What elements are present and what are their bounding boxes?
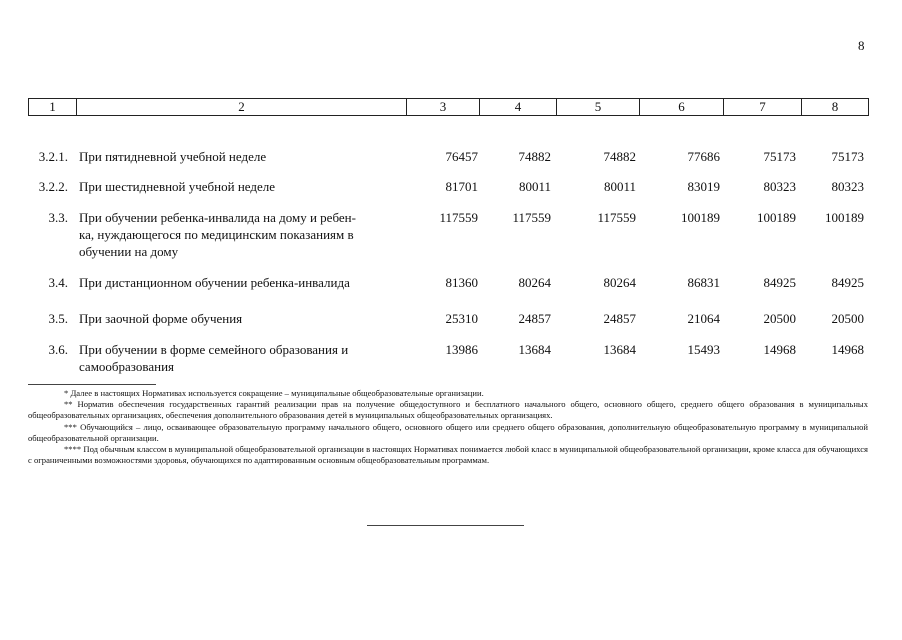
row-number: 3.5. bbox=[48, 311, 68, 326]
row-number: 3.3. bbox=[48, 210, 68, 225]
row-description-line: ка, нуждающегося по медицинским показаниям в bbox=[79, 227, 354, 242]
row-description-line: самообразования bbox=[79, 359, 174, 374]
cell-col-7: 100189 bbox=[757, 210, 796, 225]
row-description bbox=[79, 274, 409, 291]
cell-col-5: 13684 bbox=[603, 342, 636, 357]
row-description bbox=[79, 341, 409, 375]
cell-col-6: 86831 bbox=[687, 275, 720, 290]
end-divider bbox=[367, 525, 524, 526]
cell-col-3: 13986 bbox=[445, 342, 478, 357]
cell-col-8: 20500 bbox=[831, 311, 864, 326]
cell-col-6: 15493 bbox=[687, 342, 720, 357]
cell-col-7: 14968 bbox=[763, 342, 796, 357]
cell-col-5: 117559 bbox=[597, 210, 636, 225]
header-col-2: 2 bbox=[77, 99, 407, 116]
cell-col-6: 100189 bbox=[681, 210, 720, 225]
header-col-3: 3 bbox=[407, 99, 480, 116]
cell-col-8: 80323 bbox=[831, 179, 864, 194]
footnote-1: * Далее в настоящих Нормативах используется сокращение – муниципальные общеобразовательные организации. bbox=[64, 388, 484, 398]
row-description bbox=[79, 310, 409, 327]
page-number: 8 bbox=[858, 38, 865, 53]
cell-col-6: 21064 bbox=[687, 311, 720, 326]
cell-col-4: 117559 bbox=[512, 210, 551, 225]
row-description bbox=[79, 148, 409, 165]
cell-col-8: 84925 bbox=[831, 275, 864, 290]
header-col-4: 4 bbox=[480, 99, 557, 116]
cell-col-6: 83019 bbox=[687, 179, 720, 194]
cell-col-8: 75173 bbox=[831, 149, 864, 164]
cell-col-4: 74882 bbox=[518, 149, 551, 164]
cell-col-3: 76457 bbox=[445, 149, 478, 164]
footnote-4: **** Под обычным классом в муниципальной общеобразовательной организации в настоящих Нормативах понимается любой класс в муниципальной общеобразовательной организации, кроме класса для обучающихся с ограниченными возможностями здоровья, обучающихся по адаптированным основным общеобразовательным программам. bbox=[28, 444, 868, 466]
cell-col-5: 80011 bbox=[603, 179, 636, 194]
cell-col-8: 14968 bbox=[831, 342, 864, 357]
cell-col-5: 74882 bbox=[603, 149, 636, 164]
cell-col-3: 81360 bbox=[445, 275, 478, 290]
cell-col-8: 100189 bbox=[825, 210, 864, 225]
row-description-line: При заочной форме обучения bbox=[79, 311, 243, 326]
row-description bbox=[79, 178, 409, 195]
row-number: 3.2.1. bbox=[38, 149, 68, 164]
header-col-6: 6 bbox=[640, 99, 724, 116]
footnotes bbox=[28, 388, 868, 466]
row-description-line: При пятидневной учебной неделе bbox=[79, 149, 267, 164]
row-description-line: обучении на дому bbox=[79, 244, 179, 259]
cell-col-3: 81701 bbox=[445, 179, 478, 194]
footnote-2: ** Норматив обеспечения государственных гарантий реализации прав на получение общедоступного и бесплатного начального общего, основного общего, среднего общего образования в муниципальных общеобразовательных организациях, обеспечения дополнительного образования детей в муниципальных общеобразовательных организациях. bbox=[28, 399, 868, 421]
cell-col-4: 13684 bbox=[518, 342, 551, 357]
row-number: 3.6. bbox=[48, 342, 68, 357]
cell-col-3: 25310 bbox=[445, 311, 478, 326]
cell-col-7: 80323 bbox=[763, 179, 796, 194]
cell-col-7: 75173 bbox=[763, 149, 796, 164]
header-col-5: 5 bbox=[557, 99, 640, 116]
header-col-7: 7 bbox=[724, 99, 802, 116]
row-description-line: При обучении ребенка-инвалида на дому и ребен- bbox=[79, 210, 356, 225]
row-description-line: При шестидневной учебной неделе bbox=[79, 179, 276, 194]
table-column-header bbox=[28, 98, 869, 116]
row-number: 3.4. bbox=[48, 275, 68, 290]
cell-col-3: 117559 bbox=[439, 210, 478, 225]
cell-col-5: 24857 bbox=[603, 311, 636, 326]
footnote-3: *** Обучающийся – лицо, осваивающее образовательную программу начального общего, основного общего или среднего общего образования, дополнительную общеобразовательную программу в муниципальной общеобразовательной организации. bbox=[28, 421, 868, 443]
row-number: 3.2.2. bbox=[38, 179, 68, 194]
row-description-line: При обучении в форме семейного образования и bbox=[79, 342, 349, 357]
cell-col-7: 20500 bbox=[763, 311, 796, 326]
footnote-divider bbox=[28, 384, 156, 385]
row-description bbox=[79, 209, 409, 260]
cell-col-6: 77686 bbox=[687, 149, 720, 164]
cell-col-5: 80264 bbox=[603, 275, 636, 290]
cell-col-4: 80011 bbox=[518, 179, 551, 194]
header-col-1: 1 bbox=[29, 99, 77, 116]
cell-col-4: 80264 bbox=[518, 275, 551, 290]
cell-col-4: 24857 bbox=[518, 311, 551, 326]
row-description-line: При дистанционном обучении ребенка-инвалида bbox=[79, 275, 350, 290]
header-col-8: 8 bbox=[802, 99, 869, 116]
cell-col-7: 84925 bbox=[763, 275, 796, 290]
